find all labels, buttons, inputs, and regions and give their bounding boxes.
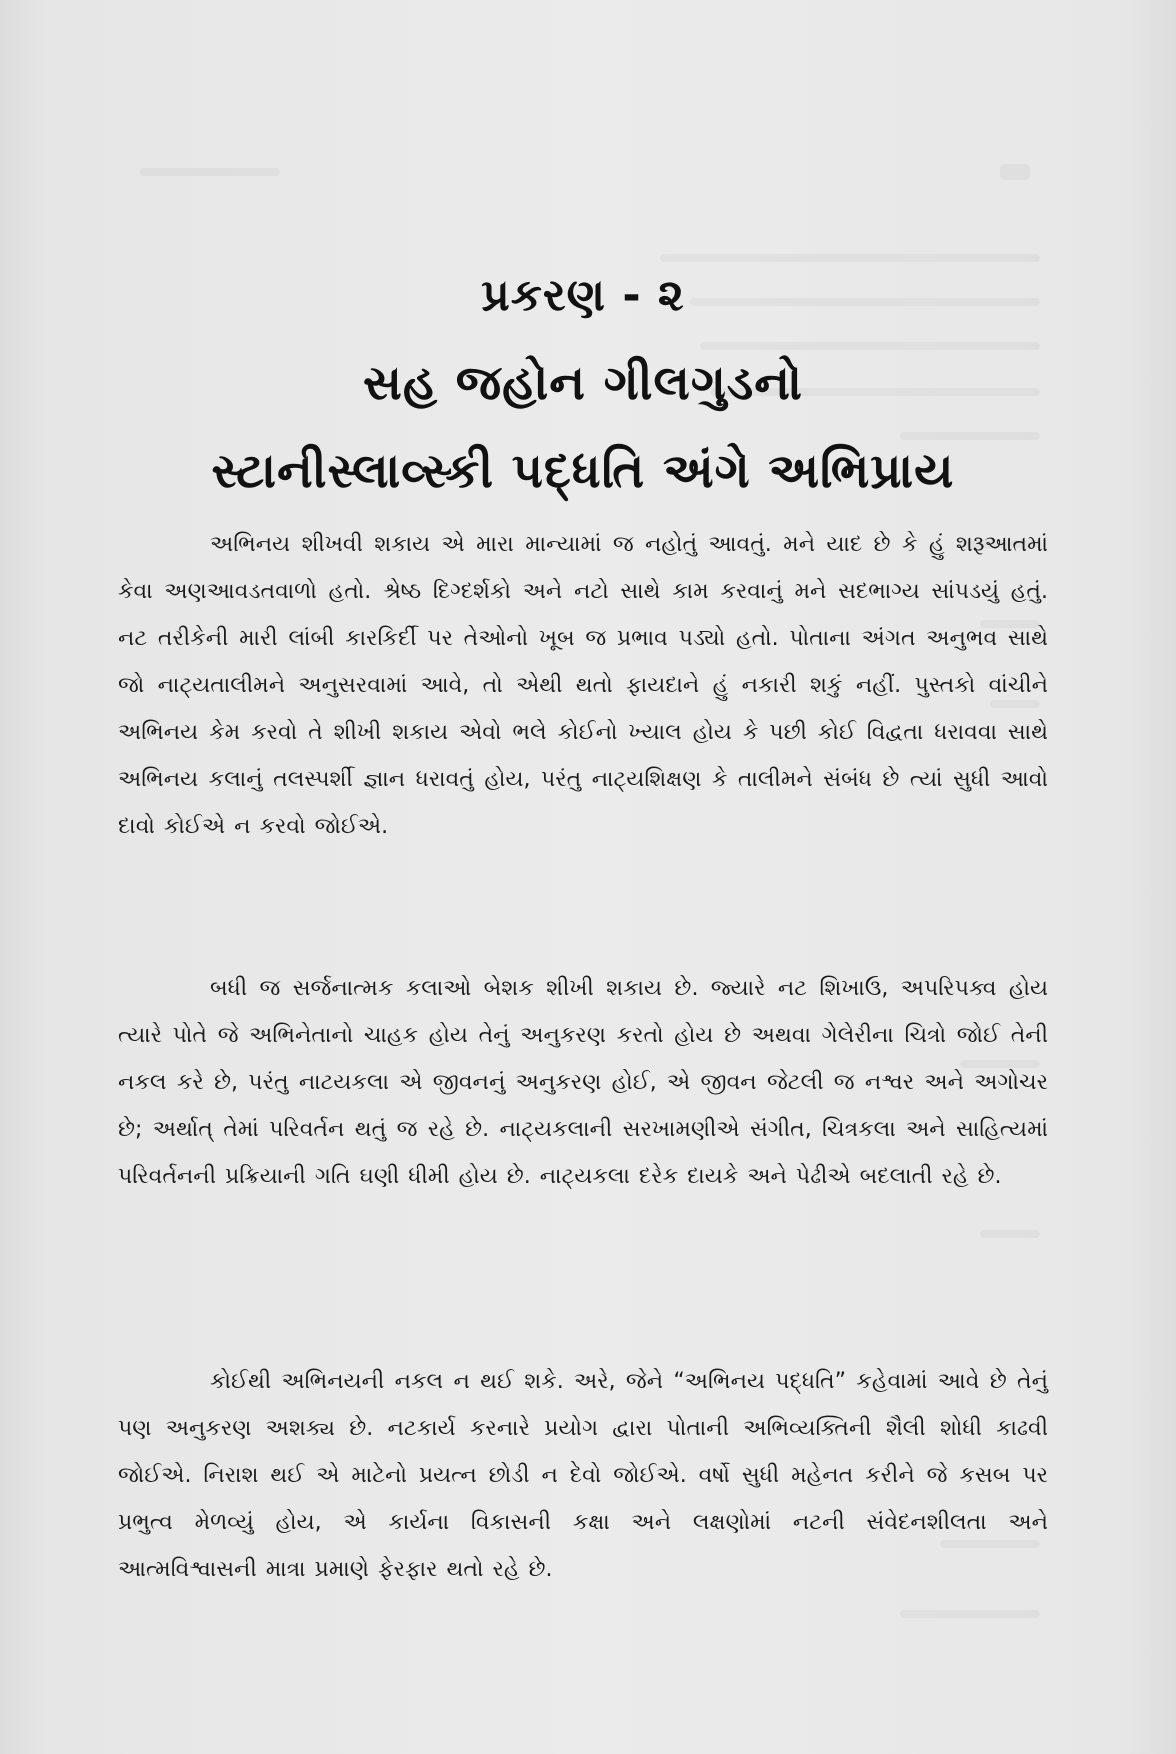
- chapter-title-line-2: સ્ટાનીસ્લાવ્સ્કી પદ્ધતિ અંગે અભિપ્રાય: [211, 443, 955, 499]
- paragraph-2: બધી જ સર્જનાત્મક કલાઓ બેશક શીખી શકાય છે. જ્યારે નટ શિખાઉ, અપરિપક્વ હોય ત્યારે પોતે જે અભિનેતાનો ચાહક હોય તેનું અનુકરણ કરતો હોય છે અથવા ગેલેરીના ચિત્રો જોઈ તેની નકલ કરે છે, પરંતુ નાટયકલા એ જીવનનું અનુકરણ હોઈ, એ જીવન જેટલી જ નશ્વર અને અગોચર છે; અર્થાત્ તેમાં પરિવર્તન થતું જ રહે છે. નાટ્યકલાની સરખામણીએ સંગીત, ચિત્રકલા અને સાહિત્યમાં પરિવર્તનની પ્રક્રિયાની ગતિ ઘણી ધીમી હોય છે. નાટ્યકલા દરેક દાયકે અને પેઢીએ બદલાતી રહે છે.: [118, 976, 1048, 1189]
- chapter-label: પ્રકરણ - ૨: [481, 270, 685, 321]
- paragraph-1: અભિનય શીખવી શકાય એ મારા માન્યામાં જ નહોતું આવતું. મને યાદ છે કે હું શરૂઆતમાં કેવા અણઆવડતવાળો હતો. શ્રેષ્ઠ દિગ્દર્શકો અને નટો સાથે કામ કરવાનું મને સદભાગ્ય સાંપડયું હતું. નટ તરીકેની મારી લાંબી કારકિર્દી પર તેઓનો ખૂબ જ પ્રભાવ પડ્યો હતો. પોતાના અંગત અનુભવ સાથે જો નાટ્યતાલીમને અનુસરવામાં આવે, તો એથી થતો ફાયદાને હું નકારી શકું નહીં. પુસ્તકો વાંચીને અભિનય કેમ કરવો તે શીખી શકાય એવો ભલે કોઈનો ખ્યાલ હોય કે પછી કોઈ વિદ્વતા ધરાવવા સાથે અભિનય કલાનું તલસ્પર્શી જ્ઞાન ધરાવતું હોય, પરંતુ નાટ્યશિક્ષણ કે તાલીમને સંબંધ છે ત્યાં સુધી આવો દાવો કોઈએ ન કરવો જોઈએ.: [118, 532, 1048, 839]
- paragraph-3: કોઈથી અભિનયની નકલ ન થઈ શકે. અરે, જેને “અભિનય પદ્ધતિ” કહેવામાં આવે છે તેનું પણ અનુકરણ અશક્ય છે. નટકાર્ય કરનારે પ્રયોગ દ્વારા પોતાની અભિવ્યક્તિની શૈલી શોધી કાઢવી જોઈએ. નિરાશ થઈ એ માટેનો પ્રયત્ન છોડી ન દેવો જોઈએ. વર્ષો સુધી મહેનત કરીને જે કસબ પર પ્રભુત્વ મેળવ્યું હોય, એ કાર્યના વિકાસની કક્ષા અને લક્ષણોમાં નટની સંવેદનશીલતા અને આત્મવિશ્વાસની માત્રા પ્રમાણે ફેરફાર થતો રહે છે.: [118, 1369, 1048, 1582]
- chapter-title-line-1: સહ જહોન ગીલગુડનો: [363, 355, 803, 411]
